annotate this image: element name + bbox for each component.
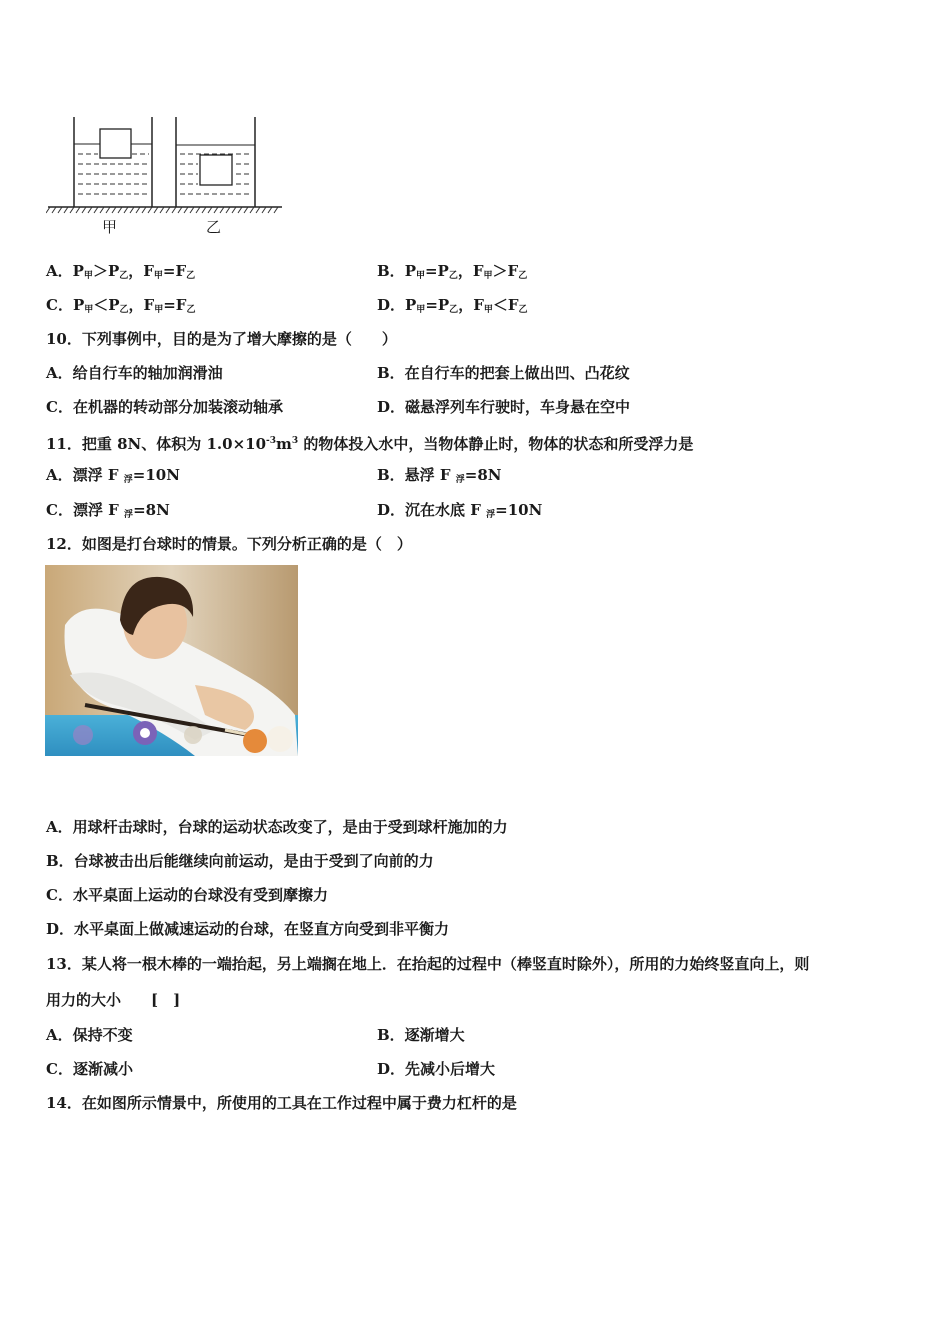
- q13-option-a: A．保持不变: [46, 1026, 133, 1044]
- q10-option-d: D．磁悬浮列车行驶时，车身悬在空中: [377, 398, 631, 416]
- label-yi: 乙: [206, 218, 222, 236]
- q11-option-d: D．沉在水底 F $_浮$=10N: [377, 501, 543, 520]
- q14-stem: 14．在如图所示情景中，所使用的工具在工作过程中属于费力杠杆的是: [46, 1094, 517, 1112]
- q10-stem: 10．下列事例中，目的是为了增大摩擦的是（ ）: [46, 330, 397, 348]
- q12-option-d: D．水平桌面上做减速运动的台球，在竖直方向受到非平衡力: [46, 920, 450, 938]
- q12-option-b: B．台球被击出后能继续向前运动，是由于受到了向前的力: [46, 852, 434, 870]
- q9-option-b: B．$P_甲=P_乙$，$F_甲>F_乙$: [377, 262, 528, 281]
- q13-stem-line1: 13．某人将一根木棒的一端抬起，另上端搁在地上．在抬起的过程中（棒竖直时除外），所用的力始终竖直向上，则: [46, 955, 810, 973]
- q11-option-a: A．漂浮 F $_浮$=10N: [46, 466, 180, 485]
- q10-option-c: C．在机器的转动部分加装滚动轴承: [46, 398, 283, 416]
- q13-option-c: C．逐渐减小: [46, 1060, 133, 1078]
- q11-stem: 11．把重 8N、体积为 $1.0\times 10^{-3}m^3$ 的物体投入水中，当物体静止时，物体的状态和所受浮力是: [46, 435, 694, 453]
- q12-stem: 12．如图是打台球时的情景。下列分析正确的是（ ）: [46, 535, 412, 553]
- q10-option-b: B．在自行车的把套上做出凹、凸花纹: [377, 364, 630, 382]
- container-left: [74, 117, 152, 207]
- container-right: [176, 117, 255, 207]
- container-figure: [46, 112, 286, 241]
- q13-option-b: B．逐渐增大: [377, 1026, 465, 1044]
- q11-option-b: B．悬浮 F $_浮$=8N: [377, 466, 502, 485]
- q10-option-a: A．给自行车的轴加润滑油: [46, 364, 223, 382]
- q13-stem-line2: 用力的大小 [ ]: [46, 991, 181, 1009]
- label-jia: 甲: [102, 218, 118, 236]
- billiards-photo: [45, 565, 298, 756]
- q13-option-d: D．先减小后增大: [377, 1060, 496, 1078]
- beakers-diagram: [46, 112, 286, 237]
- q11-option-c: C．漂浮 F $_浮$=8N: [46, 501, 170, 520]
- q12-option-a: A．用球杆击球时，台球的运动状态改变了，是由于受到球杆施加的力: [46, 818, 508, 836]
- q9-option-a: A．$P_甲>P_乙$，$F_甲=F_乙$: [46, 262, 196, 281]
- q9-option-d: D．$P_甲=P_乙$，$F_甲<F_乙$: [377, 296, 528, 315]
- q9-option-c: C．$P_甲<P_乙$，$F_甲=F_乙$: [46, 296, 196, 315]
- q12-option-c: C．水平桌面上运动的台球没有受到摩擦力: [46, 886, 328, 904]
